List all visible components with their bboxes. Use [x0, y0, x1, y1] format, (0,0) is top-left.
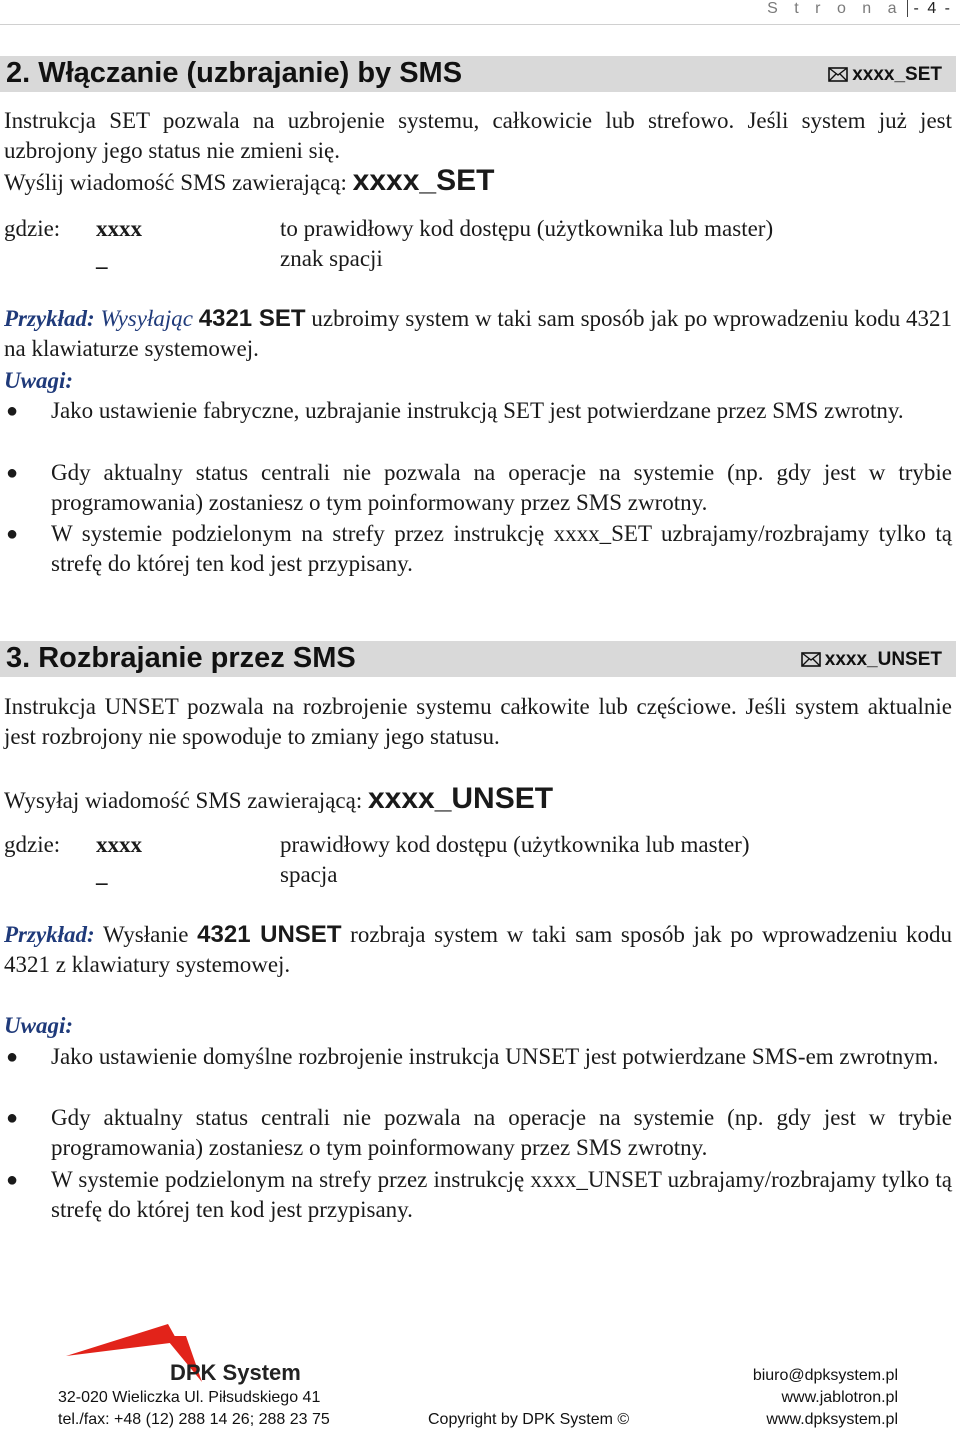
section-3-where1-term: xxxx [96, 832, 142, 857]
section-2-where1-term: xxxx [96, 216, 142, 241]
section-2-note-2: Gdy aktualny status centrali nie pozwala na operacje na systemie (np. gdy jest w trybie programowania) zostaniesz o tym poinformowany przez SMS zwrotny. [51, 460, 952, 515]
section-3-intro: Instrukcja UNSET pozwala na rozbrojenie systemu całkowite lub częściowe. Jeśli system aktualnie jest rozbrojony nie spowoduje to zmiany jego statusu. [4, 694, 952, 749]
bullet-icon: ● [6, 400, 19, 422]
section-3-where2-term: _ [96, 862, 108, 887]
section-3-note-2: Gdy aktualny status centrali nie pozwala na operacje na systemie (np. gdy jest w trybie programowania) zostaniesz o tym poinformowany przez SMS zwrotny. [51, 1105, 952, 1160]
section-2-command: xxxx_SET [828, 64, 942, 86]
section-3-example-label: Przykład: [4, 922, 95, 947]
section-3-note-1: Jako ustawienie domyślne rozbrojenie instrukcja UNSET jest potwierdzane SMS-em zwrotnym. [51, 1044, 939, 1069]
section-3-where2-desc: spacja [280, 862, 338, 887]
section-3-send-cmd: xxxx_UNSET [367, 782, 554, 815]
section-2-intro: Instrukcja SET pozwala na uzbrojenie systemu, całkowicie lub strefowo. Jeśli system już jest uzbrojony jego status nie zmieni się. [4, 108, 952, 163]
footer-phone: tel./fax: +48 (12) 288 14 26; 288 23 75 [58, 1411, 330, 1428]
page-header [767, 0, 952, 18]
section-2-note-1: Jako ustawienie fabryczne, uzbrajanie instrukcją SET jest potwierdzane przez SMS zwrotny. [51, 398, 904, 423]
footer-address: 32-020 Wieliczka Ul. Piłsudskiego 41 [58, 1389, 321, 1406]
section-2-example-label: Przykład: [4, 306, 95, 331]
header-rule [0, 24, 960, 25]
footer-email[interactable]: biuro@dpksystem.pl [752, 1367, 898, 1384]
section-2-heading-bar [0, 56, 956, 92]
section-2-where-label: gdzie: [4, 216, 61, 241]
section-2-where2-term: _ [96, 246, 108, 271]
section-3-title: 3. Rozbrajanie przez SMS [6, 642, 356, 674]
section-2-note-3: W systemie podzielonym na strefy przez instrukcję xxxx_SET uzbrajamy/rozbrajamy tylko tą strefę do której ten kod jest przypisany. [51, 521, 952, 576]
section-3-example: Przykład: Wysłanie 4321 UNSET rozbraja system w taki sam sposób jak po wprowadzeniu kodu 4321 z klawiatury systemowej. [4, 921, 953, 977]
bullet-icon: ● [6, 523, 19, 545]
page-number: - 4 - [907, 0, 952, 17]
page-label: S t r o n a [767, 0, 903, 17]
section-2-send-line: Wyślij wiadomość SMS zawierającą: xxxx_SET [4, 164, 495, 197]
section-2-title: 2. Włączanie (uzbrajanie) by SMS [6, 57, 463, 89]
envelope-icon [801, 652, 821, 667]
section-3-command: xxxx_UNSET [801, 649, 942, 671]
bullet-icon: ● [6, 462, 19, 484]
section-3-send-line: Wysyłaj wiadomość SMS zawierającą: xxxx_UNSET [4, 782, 554, 815]
section-2-notes-label: Uwagi: [4, 368, 73, 393]
section-3-note-3: W systemie podzielonym na strefy przez instrukcję xxxx_UNSET uzbrajamy/rozbrajamy tylko tą strefę do której ten kod jest przypisany. [51, 1167, 952, 1222]
section-2-where2-desc: znak spacji [280, 246, 383, 271]
section-3-where1-desc: prawidłowy kod dostępu (użytkownika lub master) [280, 832, 750, 857]
bullet-icon: ● [6, 1169, 19, 1191]
footer-web-jablotron[interactable]: www.jablotron.pl [781, 1389, 898, 1406]
section-3-heading-bar [0, 641, 956, 677]
footer-copyright: Copyright by DPK System © [428, 1411, 630, 1428]
bullet-icon: ● [6, 1046, 19, 1068]
envelope-icon [828, 67, 848, 82]
section-3-notes-label: Uwagi: [4, 1013, 73, 1038]
footer-web-dpk[interactable]: www.dpksystem.pl [766, 1411, 898, 1428]
section-3-where-label: gdzie: [4, 832, 61, 857]
bullet-icon: ● [6, 1107, 19, 1129]
logo-text: DPK System [170, 1360, 301, 1385]
dpk-logo-icon [64, 1322, 304, 1388]
section-2-example: Przykład: Wysyłając 4321 SET uzbroimy system w taki sam sposób jak po wprowadzeniu kodu 4321 na klawiaturze systemowej. [4, 305, 953, 361]
section-2-where1-desc: to prawidłowy kod dostępu (użytkownika lub master) [280, 216, 774, 241]
section-2-send-cmd: xxxx_SET [352, 164, 495, 197]
